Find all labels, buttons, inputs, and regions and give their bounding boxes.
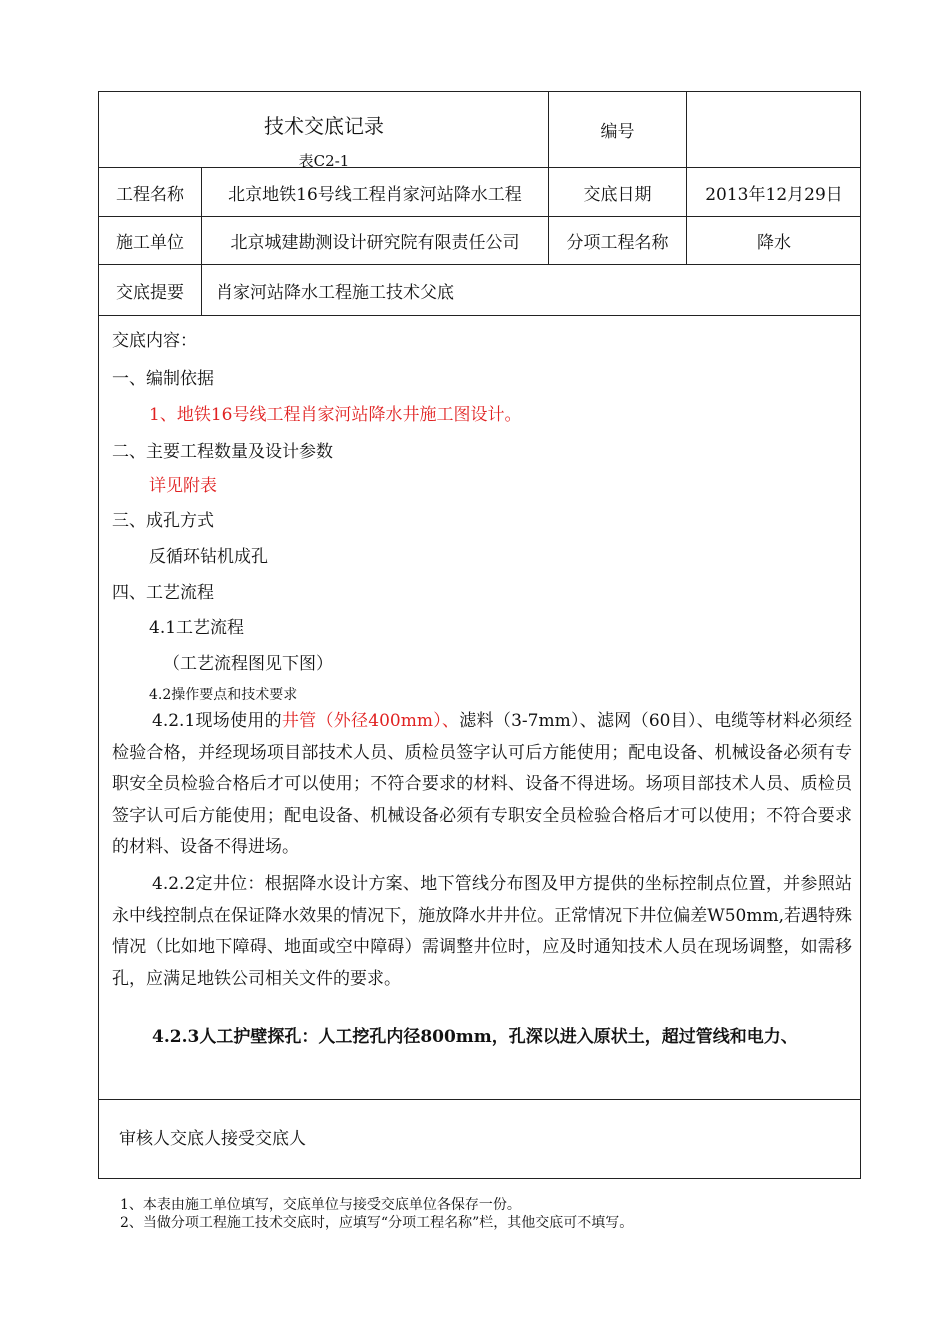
paragraph-4-2-1 (112, 706, 852, 864)
paragraph-4-2-2 (112, 869, 852, 995)
date-value: 2013年12月29日 (705, 184, 843, 205)
unit-value: 北京城建勘测设计研究院有限责任公司 (202, 217, 549, 264)
note-1: 1、本表由施工单位填写，交底单位与接受交底单位各保存一份。 (120, 1197, 521, 1213)
date-label: 交底日期 (549, 168, 687, 216)
section-2-heading: 二、主要工程数量及设计参数 (112, 442, 333, 462)
unit-label: 施工单位 (99, 217, 202, 264)
signature-row (99, 1100, 860, 1178)
sub-project-label: 分项工程名称 (549, 217, 687, 264)
form-notes (120, 1196, 740, 1232)
project-label: 工程名称 (99, 168, 202, 216)
signature-labels: 审核人交底人接受交底人 (119, 1129, 306, 1149)
paragraph-4-2-3 (152, 1022, 798, 1047)
technical-briefing-form (98, 91, 861, 1179)
section-4-1-note: （工艺流程图见下图） (163, 654, 333, 674)
section-1-heading: 一、编制依据 (112, 369, 214, 389)
header-row (99, 92, 860, 168)
project-value: 北京地铁16号线工程肖家河站降水工程 (202, 168, 549, 216)
paragraph-4-2-1-start: 4.2.1现场使用的 (152, 711, 282, 731)
paragraph-4-2-3-text: 4.2.3人工护壁探孔：人工挖孔内径800mm，孔深以进入原状土，超过管线和电力、 (152, 1027, 798, 1047)
section-2-item: 详见附表 (149, 476, 217, 496)
section-4-1-heading: 4.1工艺流程 (149, 618, 245, 638)
project-row (99, 168, 860, 217)
section-3-item: 反循环钻机成孔 (149, 547, 268, 567)
paragraph-4-2-1-highlight: 井管（外径400mm）、 (281, 711, 460, 731)
note-2: 2、当做分项工程施工技术交底时，应填写“分项工程名称”栏，其他交底可不填写。 (120, 1215, 634, 1231)
summary-value: 肖家河站降水工程施工技术父底 (216, 282, 454, 303)
section-4-2-heading: 4.2操作要点和技术要求 (149, 687, 298, 703)
section-3-heading: 三、成孔方式 (112, 511, 214, 531)
section-4-heading: 四、工艺流程 (112, 583, 214, 603)
title-cell (99, 92, 549, 170)
briefing-content (99, 316, 860, 1100)
number-label: 编号 (549, 92, 687, 167)
paragraph-4-2-1-rest: 滤料（3-7mm）、滤网（60目）、电缆等材料必须经检验合格，并经现场项目部技术人员、质检员签字认可后方能使用；配电设备、机械设备必须有专职安全员检验合格后才可以使用；不符合要求的材料、设备不得进场。场项目部技术人员、质检员签字认可后方能使用；配电设备、机械设备必须有专职安全员检验合格后才可以使用；不符合要求的材料、设备不得进场。 (112, 711, 852, 857)
form-title: 技术交底记录 (264, 114, 384, 138)
section-1-item: 1、地铁16号线工程肖家河站降水井施工图设计。 (149, 405, 522, 425)
summary-label: 交底提要 (99, 265, 202, 315)
form-number: 表C2-1 (298, 152, 350, 170)
content-heading: 交底内容： (112, 331, 197, 351)
paragraph-4-2-2-text: 4.2.2定井位：根据降水设计方案、地下管线分布图及甲方提供的坐标控制点位置，并参照站永中线控制点在保证降水效果的情况下，施放降水井井位。正常情况下井位偏差W50mm,若遇特殊情况（比如地下障碍、地面或空中障碍）需调整井位时，应及时通知技术人员在现场调整，如需移孔，应满足地铁公司相关文件的要求。 (112, 874, 852, 989)
sub-project-value: 降水 (757, 233, 791, 253)
number-value (687, 92, 861, 167)
unit-row (99, 217, 860, 265)
summary-row (99, 265, 860, 316)
